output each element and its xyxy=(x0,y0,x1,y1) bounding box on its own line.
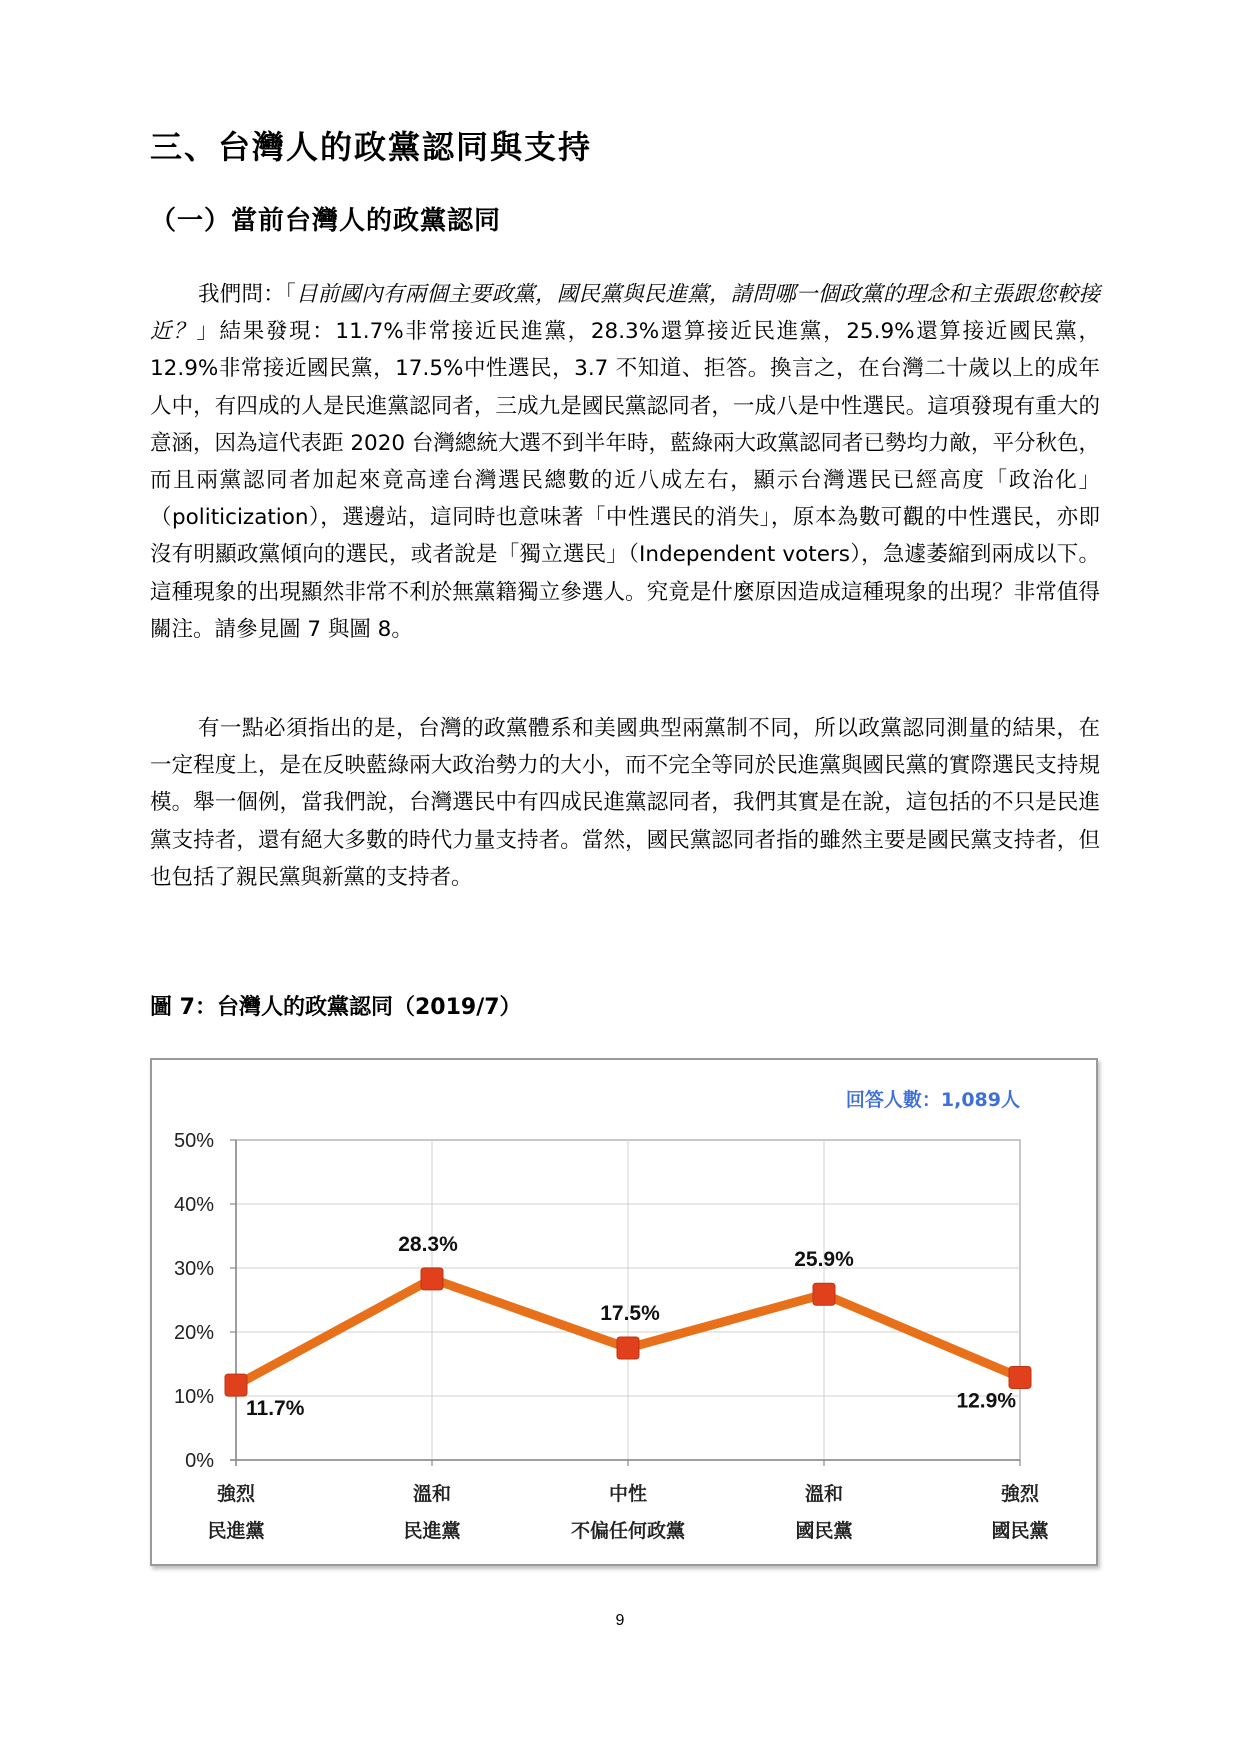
y-tick-label: 30% xyxy=(173,1258,214,1280)
x-tick-label-line1: 中性 xyxy=(608,1483,648,1505)
x-tick-label-line1: 溫和 xyxy=(804,1483,844,1505)
survey-question: 目前國內有兩個主要政黨，國民黨與民進黨，請問哪一個政黨的理念和主張跟您較接近？ xyxy=(150,282,1100,345)
data-point-marker xyxy=(225,1374,247,1396)
data-label: 17.5% xyxy=(600,1302,660,1325)
y-tick-label: 0% xyxy=(185,1450,214,1472)
party-identification-line-chart xyxy=(152,1060,1096,1564)
y-tick-label: 20% xyxy=(173,1322,214,1344)
chart-frame xyxy=(150,1058,1098,1566)
x-tick-label-line2: 民進黨 xyxy=(403,1520,461,1542)
x-tick-label-line2: 國民黨 xyxy=(795,1520,853,1542)
y-tick-label: 50% xyxy=(173,1130,214,1152)
data-label: 11.7% xyxy=(246,1397,305,1421)
paragraph-1-prefix: 我們問：「 xyxy=(198,282,296,307)
subsection-heading: （一）當前台灣人的政黨認同 xyxy=(150,206,502,236)
y-tick-label: 40% xyxy=(173,1194,214,1216)
x-tick-label-line2: 國民黨 xyxy=(991,1520,1049,1542)
paragraph-2: 有一點必須指出的是，台灣的政黨體系和美國典型兩黨制不同，所以政黨認同測量的結果，在一定程度上，是在反映藍綠兩大政治勢力的大小，而不完全等同於民進黨與國民黨的實際選民支持規模。舉一個例，當我們說，台灣選民中有四成民進黨認同者，我們其實是在說，這包括的不只是民進黨支持者，還有絕大多數的時代力量支持者。當然，國民黨認同者指的雖然主要是國民黨支持者，但也包括了親民黨與新黨的支持者。 xyxy=(150,716,1100,890)
data-point-marker xyxy=(421,1268,443,1290)
page-number: 9 xyxy=(615,1612,625,1629)
data-label: 12.9% xyxy=(956,1389,1016,1413)
data-label: 25.9% xyxy=(794,1248,854,1272)
data-label: 28.3% xyxy=(398,1232,458,1256)
paragraph-1 xyxy=(150,276,1100,648)
x-tick-label-line1: 強烈 xyxy=(1000,1483,1040,1505)
figure-caption: 圖 7：台灣人的政黨認同（2019/7） xyxy=(150,995,522,1020)
data-point-marker xyxy=(813,1283,835,1305)
respondent-count-annotation: 回答人數：1,089人 xyxy=(845,1089,1020,1111)
x-tick-label-line2: 不偏任何政黨 xyxy=(570,1520,686,1542)
y-tick-label: 10% xyxy=(173,1386,214,1408)
section-heading: 三、台灣人的政黨認同與支持 xyxy=(150,128,593,166)
paragraph-1-body: 」結果發現：11.7%非常接近民進黨，28.3%還算接近民進黨，25.9%還算接近國民黨，12.9%非常接近國民黨，17.5%中性選民，3.7 不知道、拒答。換言之，在台灣二十歲以上的成年人中，有四成的人是民進黨認同者，三成九是國民黨認同者，一成八是中性選民。這項發現有重大的意涵，因為這代表距 2020 台灣總統大選不到半年時，藍綠兩大政黨認同者已勢均力敵，平分秋色，而且兩黨認同者加起來竟高達台灣選民總數的近八成左右，顯示台灣選民已經高度「政治化」（politicization），選邊站，這同時也意味著「中性選民的消失」，原本為數可觀的中性選民，亦即沒有明顯政黨傾向的選民，或者說是「獨立選民」（Independent voters），急遽萎縮到兩成以下。這種現象的出現顯然非常不利於無黨籍獨立參選人。究竟是什麼原因造成這種現象的出現？非常值得關注。請參見圖 7 與圖 8。 xyxy=(150,319,1100,642)
x-tick-label-line1: 溫和 xyxy=(412,1483,452,1505)
data-point-marker xyxy=(1009,1366,1031,1388)
x-tick-label-line2: 民進黨 xyxy=(207,1520,265,1542)
data-point-marker xyxy=(617,1337,639,1359)
x-tick-label-line1: 強烈 xyxy=(216,1483,256,1505)
